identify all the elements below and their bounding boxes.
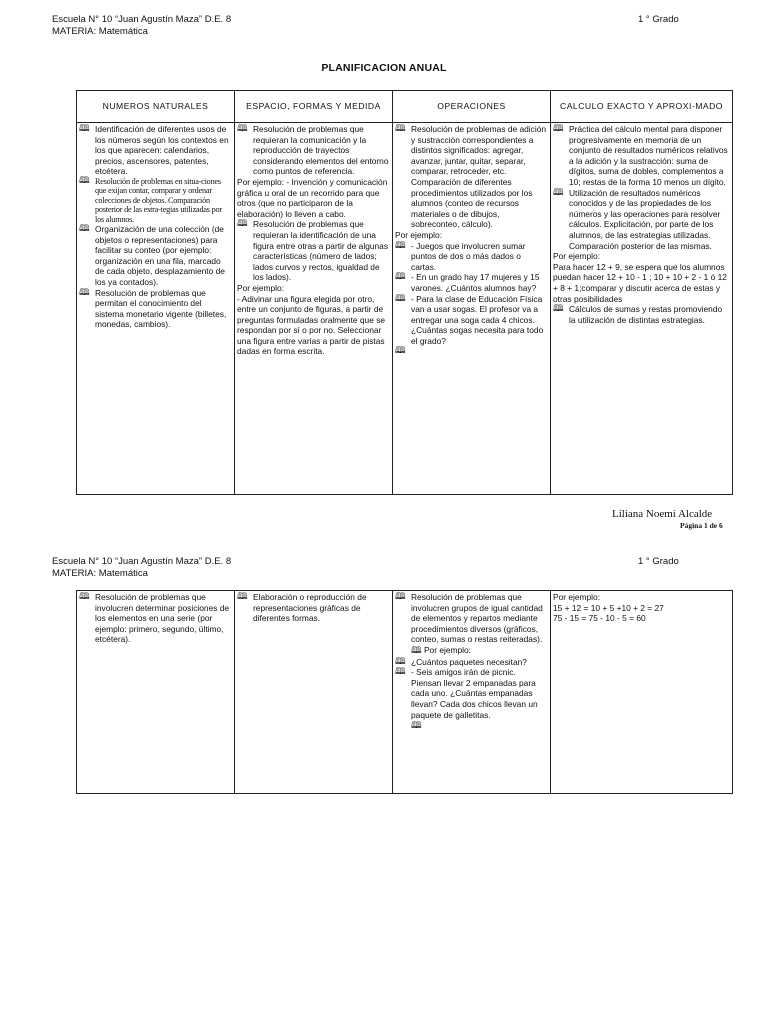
book-icon-item: 🕮 Resolución de problemas de adición y sustracción correspondientes a distintos significados: agregar, avanzar, juntar, quitar, separar, comparar, retroceder, etc. Comparación de diferentes procedimientos utilizados por los alumnos (conteo de recursos materiales o de dibujos, sobreconteo, cálculo).: [395, 124, 548, 230]
grade-label: 1 ° Grado: [638, 14, 679, 25]
subject-name: MATERIA: Matemática: [52, 568, 148, 579]
page2-header: [52, 556, 231, 580]
cell-calculo: [551, 123, 733, 495]
book-icon-item: 🕮 Práctica del cálculo mental para disponer progresivamente en memoria de un conjunto de resultados numéricos relativos a la adición y la sustracción: suma de dígitos, suma de dobles, complementos a 10; restas de la forma 10 menos un dígito.: [553, 124, 730, 188]
school-name: Escuela N° 10 “Juan Agustín Maza” D.E. 8: [52, 556, 232, 567]
book-icon-item: 🕮 Utilización de resultados numéricos conocidos y de las propiedades de los números y las operaciones para resolver cálculos. Explicitación, por parte de los alumnos, de las estrategias utilizadas. Comparación posterior de las mismas.: [553, 188, 730, 252]
example-text: - Adivinar una figura elegida por otro, entre un conjunto de figuras, a partir de preguntas formuladas oralmente que se respondan por sí o por no. Seleccionar una figura entre varias a partir de pistas dadas en forma escrita.: [237, 293, 386, 357]
column-header-calculo: CALCULO EXACTO Y APROXI-MADO: [551, 91, 733, 123]
table-row: [77, 591, 733, 794]
book-icon-item: 🕮 - En un grado hay 17 mujeres y 15 varones. ¿Cuántos alumnos hay?: [395, 272, 548, 293]
example-text: Por ejemplo: - Invención y comunicación gráfica u oral de un recorrido para que otros (que no participaron de la elaboración) lo lleven a cabo.: [237, 176, 388, 219]
column-header-operaciones: OPERACIONES: [393, 91, 551, 123]
subject-name: MATERIA: Matemática: [52, 26, 148, 37]
cell-numeros: [77, 591, 235, 794]
book-icon-item: 🕮 - Para la clase de Educación Física van a usar sogas. El profesor va a entregar una soga cada 4 chicos. ¿Cuántas sogas necesita para todo el grado?: [395, 294, 548, 347]
book-icon-item: 🕮 Cálculos de sumas y restas promoviendo la utilización de distintas estrategias.: [553, 304, 730, 325]
book-icon-item: 🕮 Resolución de problemas que involucren determinar posiciones de los elementos en una serie (por ejemplo: primero, segundo, último, etcétera).: [79, 592, 232, 645]
book-icon-item: 🕮 Resolución de problemas que requieran la comunicación y la reproducción de trayectos considerando elementos del entorno como puntos de referencia.: [237, 124, 390, 177]
page-number: Página 1 de 6: [680, 521, 723, 530]
example-label: Por ejemplo:: [553, 592, 601, 602]
book-icon-item: 🕮 Resolución de problemas que requieran la identificación de una figura entre otras a partir de algunas características (número de lados; lados curvos y rectos, igualdad de los lados).: [237, 219, 390, 283]
calc-line: 15 + 12 = 10 + 5 +10 + 2 = 27: [553, 602, 664, 613]
grade-label: 1 ° Grado: [638, 556, 679, 567]
example-label: Por ejemplo:: [423, 644, 471, 655]
school-name: Escuela N° 10 “Juan Agustín Maza” D.E. 8: [52, 14, 232, 25]
calc-line: 75 - 15 = 75 - 10 - 5 = 60: [553, 613, 646, 624]
page-title: PLANIFICACION ANUAL: [321, 62, 447, 74]
cell-numeros: [77, 123, 235, 495]
example-label: Por ejemplo:: [553, 251, 601, 262]
table-header-row: [77, 91, 733, 123]
cell-operaciones: [393, 123, 551, 495]
book-icon-item: 🕮 Resolución de problemas que involucren grupos de igual cantidad de elementos y repartos mediante procedimientos diversos (gráficos, conteo, sumas o restas reiteradas).: [395, 592, 548, 645]
book-icon-item: 🕮 Elaboración o reproducción de representaciones gráficas de diferentes formas.: [237, 592, 390, 624]
example-row: [395, 645, 548, 657]
book-icon-item: 🕮 Resolución de problemas que permitan el conocimiento del sistema monetario vigente (billetes, monedas, cambios).: [79, 288, 232, 330]
book-icon-item: 🕮 - Seis amigos irán de picnic. Piensan llevar 2 empanadas para cada uno. ¿Cuántas empanadas llevan? Cada dos chicos llevan un paquete de galletitas.: [395, 667, 548, 720]
book-icon: 🕮: [411, 645, 422, 656]
planning-table-page1: [76, 90, 733, 495]
example-label: Por ejemplo:: [395, 229, 443, 240]
example-text: Para hacer 12 + 9, se espera que los alumnos puedan hacer 12 + 10 - 1 ; 10 + 10 + 2 - 1 ó 12 + 8 + 1;comparar y discutir acerca de estas y otras posibilidades: [553, 261, 727, 304]
book-icon-item: 🕮 ¿Cuántos paquetes necesitan?: [395, 657, 548, 668]
book-icon-item: [395, 346, 548, 357]
book-icon-item: 🕮 Resolución de problemas en situa-ciones que exijan contar, comparar y ordenar colecciones de objetos. Comparación posterior de las estra-tegias utilizadas por los alumnos.: [79, 177, 232, 224]
cell-espacio: [235, 591, 393, 794]
page1-header: [52, 14, 231, 38]
cell-operaciones: [393, 591, 551, 794]
column-header-espacio: ESPACIO, FORMAS Y MEDIDA: [235, 91, 393, 123]
book-icon: 🕮: [411, 721, 422, 732]
book-icon-item: 🕮 Identificación de diferentes usos de los números según los contextos en los que aparecen: calendarios, precios, ascensores, patentes, etcétera.: [79, 124, 232, 177]
book-icon-item: 🕮 - Juegos que involucren sumar puntos de dos o más dados o cartas.: [395, 241, 548, 273]
cell-espacio: [235, 123, 393, 495]
example-label: Por ejemplo:: [237, 282, 285, 293]
example-row: [395, 720, 548, 732]
signature: Liliana Noemí Alcalde: [612, 508, 713, 520]
planning-table-page2: [76, 590, 733, 794]
table-row: [77, 123, 733, 495]
book-icon-item: 🕮 Organización de una colección (de objetos o representaciones) para facilitar su conteo (por ejemplo: organización en una fila, marcado de cada objeto, desplazamiento de los ya contados).: [79, 224, 232, 288]
cell-calculo: [551, 591, 733, 794]
column-header-numeros: NUMEROS NATURALES: [77, 91, 235, 123]
